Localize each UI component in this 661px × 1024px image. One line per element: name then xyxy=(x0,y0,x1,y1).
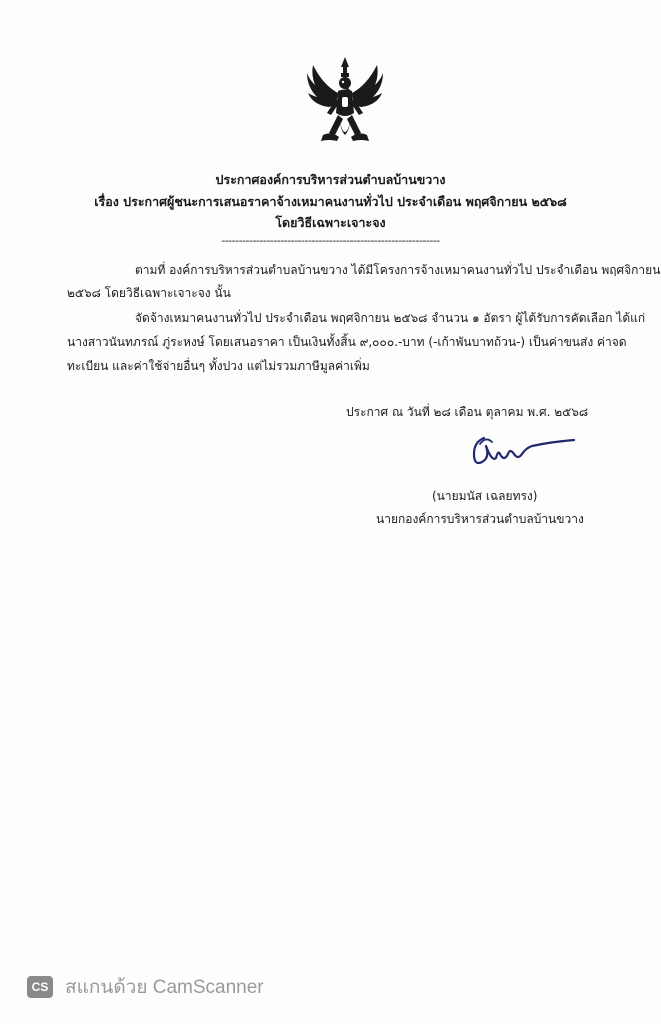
announce-date: ประกาศ ณ วันที่ ๒๘ เดือน ตุลาคม พ.ศ. ๒๕๖๘ xyxy=(346,405,589,419)
camscanner-text: สแกนด้วย CamScanner xyxy=(65,977,264,998)
divider-line: --------------------------------------------------------------- xyxy=(221,234,440,247)
handwritten-signature xyxy=(470,432,580,476)
paragraph-2-line-3: ทะเบียน และค่าใช้จ่ายอื่นๆ ทั้งปวง แต่ไม่รวมภาษีมูลค่าเพิ่ม xyxy=(67,359,370,373)
paragraph-2-line-1: จัดจ้างเหมาคนงานทั่วไป ประจำเดือน พฤศจิกายน ๒๕๖๘ จำนวน ๑ อัตรา ผู้ได้รับการคัดเลือก ได้แก่ xyxy=(135,311,646,325)
paragraph-2-line-2: นางสาวนันทภรณ์ ภู่ระหงษ์ โดยเสนอราคา เป็นเงินทั้งสิ้น ๙,๐๐๐.-บาท (-เก้าพันบาทถ้วน-) เป็นค่าขนส่ง ค่าจด xyxy=(67,335,627,349)
signer-position: นายกองค์การบริหารส่วนตำบลบ้านขวาง xyxy=(376,512,584,526)
camscanner-logo: CS xyxy=(27,976,53,998)
announcement-title: ประกาศองค์การบริหารส่วนตำบลบ้านขวาง xyxy=(215,172,446,187)
camscanner-watermark xyxy=(27,976,264,998)
announcement-subject: เรื่อง ประกาศผู้ชนะการเสนอราคาจ้างเหมาคนงานทั่วไป ประจำเดือน พฤศจิกายน ๒๕๖๘ xyxy=(94,194,567,209)
procurement-method: โดยวิธีเฉพาะเจาะจง xyxy=(275,215,386,230)
signer-name: (นายมนัส เฉลยทรง) xyxy=(432,489,538,503)
paragraph-1-line-1: ตามที่ องค์การบริหารส่วนตำบลบ้านขวาง ได้มีโครงการจ้างเหมาคนงานทั่วไป ประจำเดือน พฤศจิกายน xyxy=(135,263,661,277)
garuda-emblem xyxy=(305,55,385,150)
paragraph-1-line-2: ๒๕๖๘ โดยวิธีเฉพาะเจาะจง นั้น xyxy=(67,286,231,300)
